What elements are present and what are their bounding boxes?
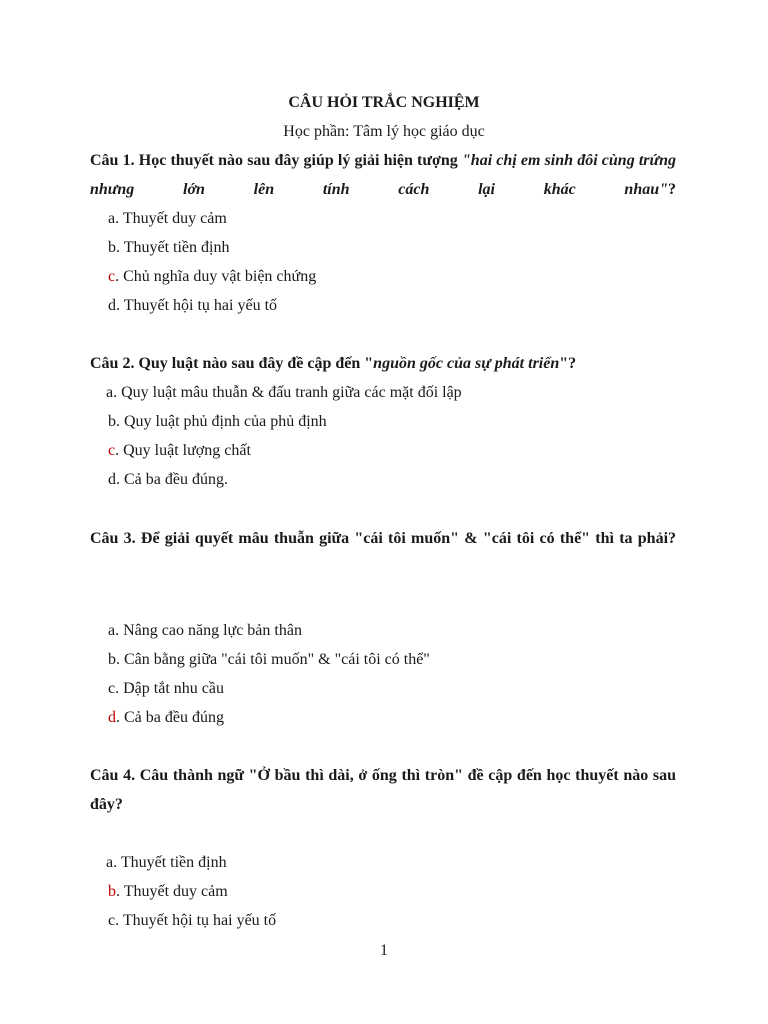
question-3 <box>90 524 676 582</box>
question-4-option-b <box>108 882 228 902</box>
option-letter: b <box>108 651 116 668</box>
option-text: . Cả ba đều đúng. <box>116 471 228 488</box>
question-1-suffix: ? <box>668 181 676 198</box>
question-3-line-2: phải? <box>637 530 677 547</box>
question-4 <box>90 761 676 848</box>
question-1-quote-part-2: trứng nhưng lớn lên tính cách lại khác nhau" <box>90 152 677 198</box>
option-letter: a <box>108 622 116 639</box>
question-3-option-d <box>108 708 224 728</box>
option-text: . Quy luật mâu thuẫn & đấu tranh giữa các mặt đối lập <box>113 384 462 401</box>
question-2-option-d <box>108 470 228 490</box>
question-4-line-1: Câu 4. Câu thành ngữ "Ở bầu thì dài, ở ống thì tròn" đề cập đến học thuyết nào sau <box>90 767 676 784</box>
option-text: . Thuyết hội tụ hai yếu tố <box>116 297 278 314</box>
question-1-option-b <box>108 238 229 258</box>
option-letter: b <box>108 239 116 256</box>
question-1-option-a <box>108 209 227 229</box>
option-text: . Cả ba đều đúng <box>116 709 224 726</box>
correct-option-letter: b <box>108 883 116 900</box>
question-3-option-b <box>108 650 430 670</box>
option-text: . Cân bằng giữa "cái tôi muốn" & "cái tôi có thể" <box>116 651 430 668</box>
option-text: . Dập tắt nhu cầu <box>115 680 224 697</box>
page-number: 1 <box>380 942 388 959</box>
option-text: . Thuyết hội tụ hai yếu tố <box>115 912 277 929</box>
option-text: . Thuyết duy cảm <box>115 210 227 227</box>
option-letter: c <box>108 680 116 697</box>
option-letter: a <box>108 210 116 227</box>
question-2-option-a <box>106 383 462 403</box>
option-letter: c <box>108 912 116 929</box>
question-2-prefix: Câu 2. Quy luật nào sau đây đề cập đến " <box>90 355 374 372</box>
question-2-quote: nguồn gốc của sự phát triển <box>373 355 560 372</box>
question-1-prefix: Câu 1. Học thuyết nào sau đây giúp lý giải hiện tượng <box>90 152 462 169</box>
option-letter: d <box>108 471 116 488</box>
document-title: CÂU HỎI TRẮC NGHIỆM <box>288 94 480 111</box>
correct-option-letter: d <box>108 709 116 726</box>
option-text: . Quy luật phủ định của phủ định <box>116 413 327 430</box>
question-3-line-1: Câu 3. Để giải quyết mâu thuẫn giữa "cái tôi muốn" & "cái tôi có thể" thì ta <box>90 530 633 547</box>
question-2-option-b <box>108 412 327 432</box>
option-text: . Nâng cao năng lực bản thân <box>115 622 302 639</box>
document-subtitle: Học phần: Tâm lý học giáo dục <box>283 123 485 140</box>
option-letter: b <box>108 413 116 430</box>
question-3-option-c <box>108 679 224 699</box>
correct-option-letter: c <box>108 442 116 459</box>
option-letter: a <box>106 854 114 871</box>
option-text: . Thuyết duy cảm <box>116 883 228 900</box>
question-4-line-2: đây? <box>90 796 123 813</box>
correct-option-letter: c <box>108 268 116 285</box>
option-letter: a <box>106 384 114 401</box>
question-2-suffix: "? <box>559 355 577 372</box>
option-letter: d <box>108 297 116 314</box>
option-text: . Quy luật lượng chất <box>115 442 251 459</box>
question-1-option-d <box>108 296 277 316</box>
question-4-option-c <box>108 911 276 931</box>
question-1-option-c <box>108 267 316 287</box>
question-1-quote-part-1: "hai chị em sinh đôi cùng <box>461 152 635 169</box>
option-text: . Chủ nghĩa duy vật biện chứng <box>115 268 317 285</box>
question-2 <box>90 354 676 374</box>
option-text: . Thuyết tiền định <box>116 239 230 256</box>
option-text: . Thuyết tiền định <box>113 854 227 871</box>
question-3-option-a <box>108 621 302 641</box>
question-2-option-c <box>108 441 251 461</box>
question-4-option-a <box>106 853 227 873</box>
